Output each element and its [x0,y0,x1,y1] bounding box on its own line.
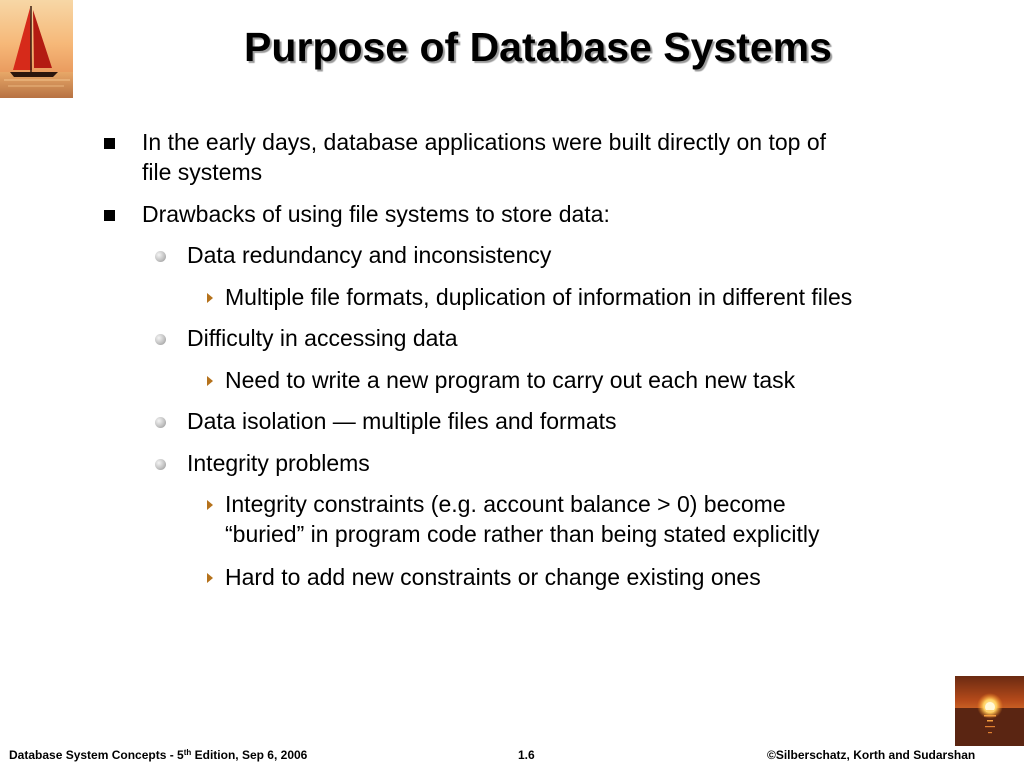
sunset-logo [955,676,1024,746]
circle-bullet-icon [155,334,166,345]
list-item: Drawbacks of using file systems to store data: [142,201,610,227]
arrow-bullet-icon [207,500,213,510]
footer-book-info: Database System Concepts - 5th Edition, Sep 6, 2006 [9,748,308,762]
list-item: Data isolation — multiple files and formats [187,408,617,434]
list-item: Need to write a new program to carry out each new task [225,367,796,393]
circle-bullet-icon [155,459,166,470]
list-item: Hard to add new constraints or change existing ones [225,564,761,590]
arrow-bullet-icon [207,293,213,303]
list-item: Integrity problems [187,450,370,476]
footer-copyright: ©Silberschatz, Korth and Sudarshan [767,748,976,762]
list-item: In the early days, database applications were built directly on top of file systems [142,129,827,185]
circle-bullet-icon [155,251,166,262]
square-bullet-icon [104,138,115,149]
list-item: Data redundancy and inconsistency [187,242,552,268]
footer-page-number: 1.6 [518,748,535,762]
arrow-bullet-icon [207,376,213,386]
circle-bullet-icon [155,417,166,428]
square-bullet-icon [104,210,115,221]
list-item: Multiple file formats, duplication of information in different files [225,284,853,310]
arrow-bullet-icon [207,573,213,583]
list-item: Integrity constraints (e.g. account balance > 0) become “buried” in program code rather than being stated explicitly [225,491,820,547]
list-item: Difficulty in accessing data [187,325,458,351]
slide-title: Purpose of Database Systems [244,24,832,70]
